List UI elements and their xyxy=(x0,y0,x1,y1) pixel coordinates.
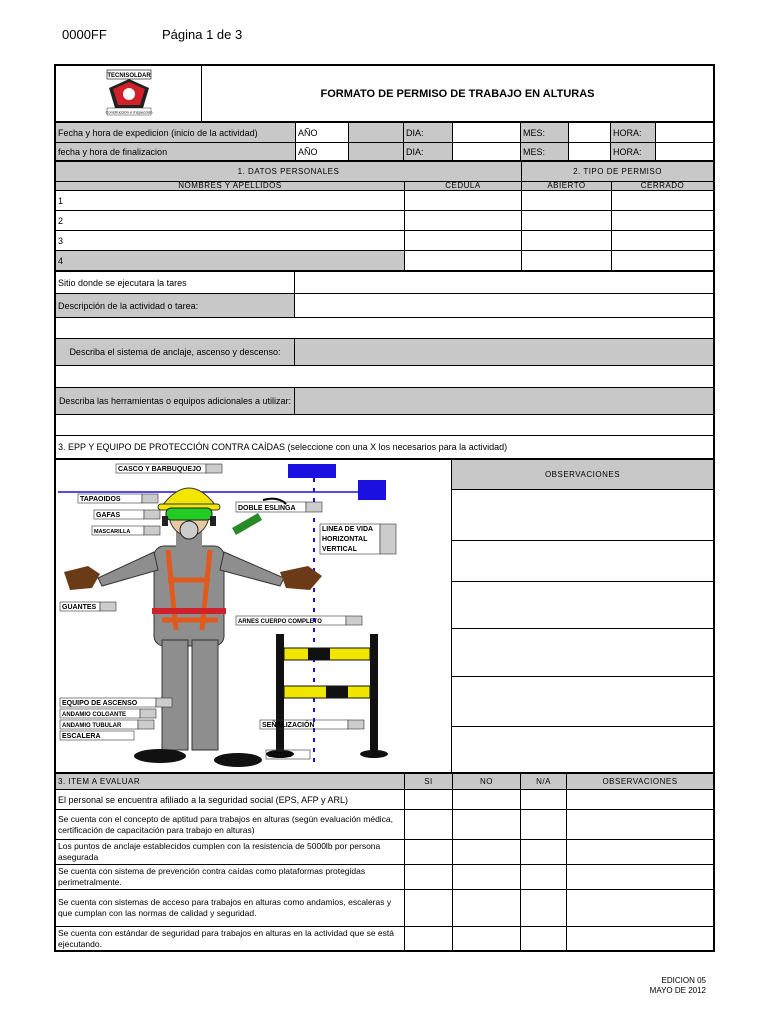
section3-title: 3. EPP Y EQUIPO DE PROTECCIÓN CONTRA CAÍDAS (seleccione con una X los necesarios para la actividad) xyxy=(56,436,714,459)
col-names: NOMBRES Y APELLIDOS xyxy=(56,182,405,191)
footer xyxy=(650,976,706,996)
col-id: CEDULA xyxy=(405,182,522,191)
yes-checkbox[interactable] xyxy=(405,840,453,865)
goggles-icon xyxy=(166,508,212,520)
person-id-input[interactable] xyxy=(405,191,522,211)
edition-label: EDICION 05 xyxy=(661,976,706,985)
epp-observation-input[interactable] xyxy=(452,676,714,726)
evaluation-table xyxy=(55,773,714,951)
epp-observation-input[interactable] xyxy=(452,628,714,676)
epp-observation-input[interactable] xyxy=(452,582,714,628)
evaluation-item: Se cuenta con sistema de prevención contra caídas como plataformas protegidas perimetralmente. xyxy=(56,865,405,890)
end-hour-label: HORA: xyxy=(611,143,656,161)
start-month-label: MES: xyxy=(521,123,569,143)
label-floating: ANDAMIO COLGANTE xyxy=(62,712,126,718)
evaluation-item: Los puntos de anclaje establecidos cumplen con la resistencia de 5000lb por persona asegurada xyxy=(56,840,405,865)
yes-checkbox[interactable] xyxy=(405,927,453,951)
person-id-input[interactable] xyxy=(405,211,522,231)
edition-date: MAYO DE 2012 xyxy=(649,986,706,995)
no-checkbox[interactable] xyxy=(453,890,521,927)
site-input[interactable] xyxy=(295,272,714,294)
start-date-label: Fecha y hora de expedicion (inicio de la actividad) xyxy=(56,123,296,143)
helmet-icon xyxy=(162,488,216,506)
evaluation-item: Se cuenta con estándar de seguridad para trabajos en alturas en la actividad que se está ejecutando. xyxy=(56,927,405,951)
open-checkbox[interactable] xyxy=(522,211,612,231)
label-double-lanyard: DOBLE ESLINGA xyxy=(238,505,296,512)
permit-form xyxy=(54,64,715,952)
label-lifeline: LINEA DE VIDA xyxy=(322,526,374,533)
col-yes: SI xyxy=(405,774,453,790)
col-observations: OBSERVACIONES xyxy=(567,774,714,790)
person-id-input[interactable] xyxy=(405,231,522,251)
logo-cell xyxy=(56,66,202,122)
observation-input[interactable] xyxy=(567,810,714,840)
evaluation-item: Se cuenta con sistemas de acceso para trabajos en alturas como andamios, escaleras y que cumplan con las normas de calidad y seguridad. xyxy=(56,890,405,927)
na-checkbox[interactable] xyxy=(521,890,567,927)
person-name-input[interactable]: 2 xyxy=(56,211,405,231)
person-row xyxy=(56,191,714,211)
evaluation-item: El personal se encuentra afiliado a la seguridad social (EPS, AFP y ARL) xyxy=(56,790,405,810)
epp-illustration-cell xyxy=(56,460,452,773)
label-vertical: VERTICAL xyxy=(322,546,357,553)
na-checkbox[interactable] xyxy=(521,840,567,865)
no-checkbox[interactable] xyxy=(453,927,521,951)
na-checkbox[interactable] xyxy=(521,865,567,890)
anchor-label: Describa el sistema de anclaje, ascenso y descenso: xyxy=(56,339,295,366)
label-harness: ARNES CUERPO COMPLETO xyxy=(238,619,322,625)
company-logo xyxy=(99,68,159,118)
col-closed: CERRADO xyxy=(612,182,714,191)
end-month-label: MES: xyxy=(521,143,569,161)
description-label: Descripción de la actividad o tarea: xyxy=(56,294,295,318)
end-month-input[interactable] xyxy=(569,143,611,161)
open-checkbox[interactable] xyxy=(522,231,612,251)
anchor-point-icon xyxy=(358,480,386,500)
anchor-input[interactable] xyxy=(295,339,714,366)
no-checkbox[interactable] xyxy=(453,840,521,865)
yes-checkbox[interactable] xyxy=(405,890,453,927)
tools-label: Describa las herramientas o equipos adicionales a utilizar: xyxy=(56,388,295,415)
description-table xyxy=(55,271,714,459)
tools-extra-input[interactable] xyxy=(56,415,714,436)
na-checkbox[interactable] xyxy=(521,790,567,810)
col-no: NO xyxy=(453,774,521,790)
open-checkbox[interactable] xyxy=(522,251,612,271)
label-ascent: EQUIPO DE ASCENSO xyxy=(62,700,138,707)
closed-checkbox[interactable] xyxy=(612,211,714,231)
na-checkbox[interactable] xyxy=(521,810,567,840)
page-number: Página 1 de 3 xyxy=(162,27,243,42)
label-gloves: GUANTES xyxy=(62,604,97,611)
evaluation-title: 3. ITEM A EVALUAR xyxy=(56,774,405,790)
epp-observation-input[interactable] xyxy=(452,490,714,541)
start-day-label: DIA: xyxy=(404,123,453,143)
description-input[interactable] xyxy=(295,294,714,318)
person-row xyxy=(56,251,714,271)
title-table xyxy=(55,65,714,122)
observation-input[interactable] xyxy=(567,840,714,865)
no-checkbox[interactable] xyxy=(453,790,521,810)
person-name-input[interactable]: 1 xyxy=(56,191,405,211)
start-month-input[interactable] xyxy=(569,123,611,143)
document-code: 0000FF xyxy=(62,27,107,42)
yes-checkbox[interactable] xyxy=(405,810,453,840)
start-year-label: AÑO xyxy=(296,123,349,143)
epp-observation-input[interactable] xyxy=(452,726,714,772)
person-row xyxy=(56,211,714,231)
person-name-input[interactable]: 3 xyxy=(56,231,405,251)
epp-observations-header: OBSERVACIONES xyxy=(452,460,714,490)
evaluation-row xyxy=(56,790,714,810)
observation-input[interactable] xyxy=(567,890,714,927)
label-earplugs: TAPAOIDOS xyxy=(80,496,121,503)
anchor-extra-input[interactable] xyxy=(56,366,714,388)
anchor-block-icon xyxy=(288,464,336,478)
end-day-label: DIA: xyxy=(404,143,453,161)
observation-input[interactable] xyxy=(567,927,714,951)
description-extra-input[interactable] xyxy=(56,318,714,339)
evaluation-row xyxy=(56,927,714,951)
end-year-label: AÑO xyxy=(296,143,349,161)
label-horizontal: HORIZONTAL xyxy=(322,536,368,543)
logo-tagline: Construcción e Inspección xyxy=(105,109,152,114)
start-year-input[interactable] xyxy=(349,123,404,143)
start-day-input[interactable] xyxy=(453,123,521,143)
main-table xyxy=(55,122,714,161)
yes-checkbox[interactable] xyxy=(405,790,453,810)
evaluation-item: Se cuenta con el concepto de aptitud para trabajos en alturas (según evaluación médica, certificación de capacitación para trabajo en alturas) xyxy=(56,810,405,840)
person-name-input[interactable]: 4 xyxy=(56,251,405,271)
no-checkbox[interactable] xyxy=(453,865,521,890)
evaluation-row xyxy=(56,890,714,927)
col-open: ABIERTO xyxy=(522,182,612,191)
form-title: FORMATO DE PERMISO DE TRABAJO EN ALTURAS xyxy=(202,66,714,122)
open-checkbox[interactable] xyxy=(522,191,612,211)
yes-checkbox[interactable] xyxy=(405,865,453,890)
start-hour-label: HORA: xyxy=(611,123,656,143)
personal-table xyxy=(55,161,714,271)
evaluation-row xyxy=(56,840,714,865)
na-checkbox[interactable] xyxy=(521,927,567,951)
col-na: N/A xyxy=(521,774,567,790)
start-hour-input[interactable] xyxy=(656,123,714,143)
label-signage: SEÑALIZACIÓN xyxy=(262,722,315,729)
label-mask: MASCARILLA xyxy=(94,529,131,535)
epp-table xyxy=(55,459,714,773)
label-helmet: CASCO Y BARBUQUEJO xyxy=(118,466,202,473)
label-ladder: ESCALERA xyxy=(62,733,101,740)
epp-observation-input[interactable] xyxy=(452,541,714,582)
site-label: Sitio donde se ejecutara la tares xyxy=(56,272,295,294)
evaluation-row xyxy=(56,865,714,890)
observation-input[interactable] xyxy=(567,790,714,810)
end-day-input[interactable] xyxy=(453,143,521,161)
left-glove-icon xyxy=(64,566,100,590)
section1-title: 1. DATOS PERSONALES xyxy=(56,162,522,182)
end-hour-input[interactable] xyxy=(656,143,714,161)
person-row xyxy=(56,231,714,251)
closed-checkbox[interactable] xyxy=(612,251,714,271)
label-tubular: ANDAMIO TUBULAR xyxy=(62,723,122,729)
closed-checkbox[interactable] xyxy=(612,191,714,211)
section2-title: 2. TIPO DE PERMISO xyxy=(522,162,714,182)
closed-checkbox[interactable] xyxy=(612,231,714,251)
end-year-input[interactable] xyxy=(349,143,404,161)
end-date-label: fecha y hora de finalizacion xyxy=(56,143,296,161)
person-id-input[interactable] xyxy=(405,251,522,271)
observation-input[interactable] xyxy=(567,865,714,890)
logo-brand: TECNISOLDAR xyxy=(106,72,151,79)
worker-illustration xyxy=(58,460,450,772)
label-glasses: GAFAS xyxy=(96,512,121,519)
tools-input[interactable] xyxy=(295,388,714,415)
evaluation-row xyxy=(56,810,714,840)
respirator-icon xyxy=(180,521,198,539)
label-boots: BOTAS xyxy=(268,752,292,759)
right-glove-icon xyxy=(280,566,322,590)
no-checkbox[interactable] xyxy=(453,810,521,840)
